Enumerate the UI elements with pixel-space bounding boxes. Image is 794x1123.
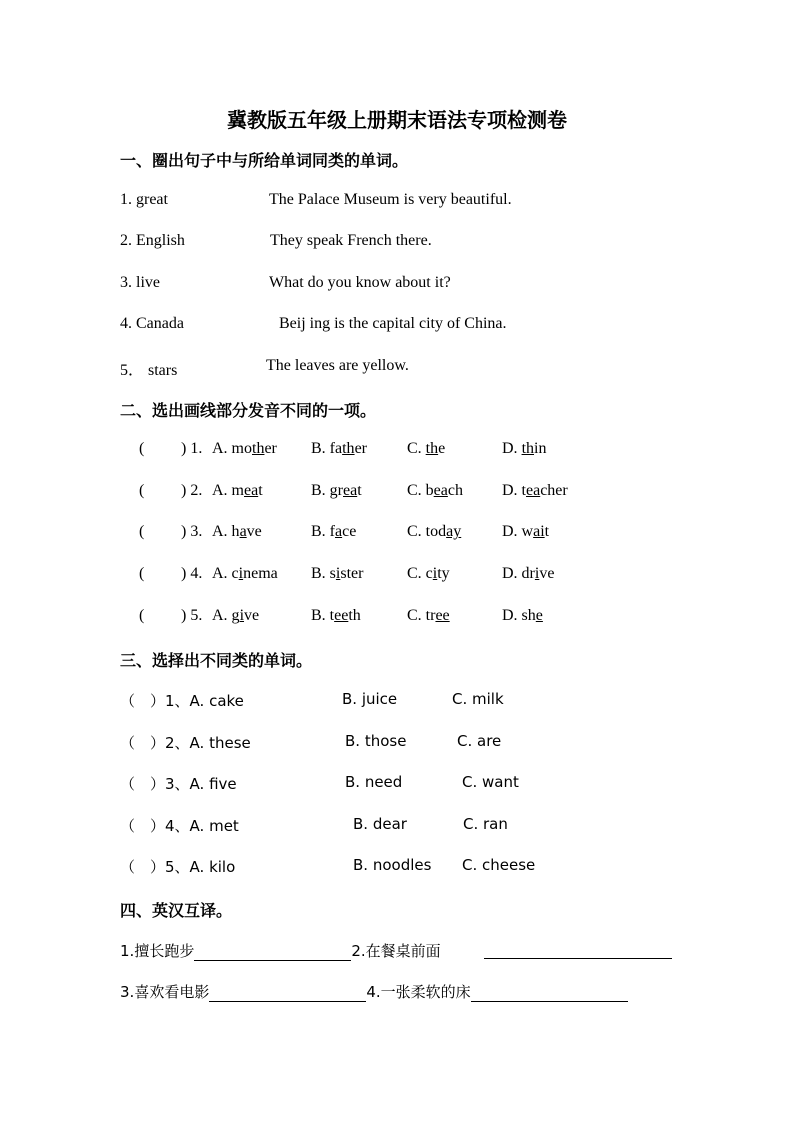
option-a: （ ）2、A. these <box>120 734 251 752</box>
page-title: 冀教版五年级上册期末语法专项检测卷 <box>227 108 567 132</box>
option-a: A. cinema <box>212 565 278 582</box>
question-number: ) 2. <box>181 482 203 499</box>
option-c: C. today <box>407 523 462 540</box>
underlined-letters: ee <box>435 607 450 624</box>
option-c: C. cheese <box>462 856 536 874</box>
option-a: A. meat <box>212 482 263 499</box>
option-b: B. those <box>345 732 407 750</box>
underlined-letters: i <box>335 565 341 582</box>
item-sentence: The Palace Museum is very beautiful. <box>269 191 512 208</box>
underlined-letters: ay <box>446 523 462 540</box>
option-d: D. drive <box>502 565 555 582</box>
question-number: ) 3. <box>181 523 203 540</box>
option-a: A. have <box>212 523 262 540</box>
underlined-letters: i <box>239 607 245 624</box>
option-d: D. wait <box>502 523 550 540</box>
option-c: C. want <box>462 773 519 791</box>
option-d: D. she <box>502 607 543 624</box>
item-sentence: What do you know about it? <box>269 274 451 291</box>
option-d: D. teacher <box>502 482 568 499</box>
answer-paren[interactable]: ( <box>139 523 145 540</box>
question-number: ) 5. <box>181 607 203 624</box>
underlined-letters: a <box>239 523 247 540</box>
translation-item: 1.擅长跑步 2.在餐桌前面 <box>120 942 441 960</box>
answer-blank[interactable] <box>471 983 628 1002</box>
answer-paren[interactable]: ( <box>139 440 145 457</box>
question-number: ) 4. <box>181 565 203 582</box>
option-a: （ ）5、A. kilo <box>120 858 236 876</box>
section3-heading: 三、选择出不同类的单词。 <box>120 651 313 670</box>
answer-paren[interactable]: ( <box>139 607 145 624</box>
item-word: 2. English <box>120 232 185 249</box>
underlined-letters: a <box>335 523 343 540</box>
option-a: （ ）4、A. met <box>120 817 239 835</box>
option-c: C. milk <box>452 690 504 708</box>
option-a: A. give <box>212 607 260 624</box>
underlined-letters: ea <box>343 482 358 499</box>
option-c: C. city <box>407 565 450 582</box>
option-b: B. dear <box>353 815 407 833</box>
option-b: B. juice <box>342 690 398 708</box>
section4-heading: 四、英汉互译。 <box>120 901 233 920</box>
underlined-letters: th <box>425 440 439 457</box>
answer-blank[interactable] <box>194 942 351 961</box>
answer-blank[interactable] <box>484 940 672 959</box>
item-word: 1. great <box>120 191 168 208</box>
option-d: D. thin <box>502 440 547 457</box>
option-a: （ ）3、A. five <box>120 775 237 793</box>
underlined-letters: th <box>342 440 355 457</box>
section2-heading: 二、选出画线部分发音不同的一项。 <box>120 401 377 420</box>
underlined-letters: i <box>534 565 540 582</box>
underlined-letters: ai <box>533 523 545 540</box>
underlined-letters: i <box>238 565 244 582</box>
item-word: 5． stars <box>120 362 178 379</box>
answer-blank-container[interactable] <box>484 940 672 959</box>
option-a: （ ）1、A. cake <box>120 692 244 710</box>
item-word: 4. Canada <box>120 315 184 332</box>
answer-paren[interactable]: ( <box>139 565 145 582</box>
option-b: B. teeth <box>311 607 361 624</box>
option-a: A. mother <box>212 440 277 457</box>
option-b: B. sister <box>311 565 364 582</box>
item-sentence: They speak French there. <box>270 232 432 249</box>
option-b: B. face <box>311 523 357 540</box>
item-sentence: The leaves are yellow. <box>266 357 409 374</box>
underlined-letters: e <box>535 607 543 624</box>
option-b: B. great <box>311 482 362 499</box>
option-b: B. father <box>311 440 367 457</box>
underlined-letters: ea <box>244 482 259 499</box>
option-b: B. noodles <box>353 856 432 874</box>
underlined-letters: ee <box>334 607 349 624</box>
item-word: 3. live <box>120 274 160 291</box>
option-c: C. tree <box>407 607 450 624</box>
underlined-letters: th <box>521 440 535 457</box>
underlined-letters: ea <box>433 482 448 499</box>
underlined-letters: i <box>432 565 438 582</box>
option-c: C. the <box>407 440 446 457</box>
item-sentence: Beij ing is the capital city of China. <box>279 315 507 332</box>
translation-item: 3.喜欢看电影 4.一张柔软的床 <box>120 981 628 1002</box>
section1-heading: 一、圈出句子中与所给单词同类的单词。 <box>120 151 409 170</box>
option-c: C. beach <box>407 482 463 499</box>
answer-paren[interactable]: ( <box>139 482 145 499</box>
option-b: B. need <box>345 773 403 791</box>
option-c: C. ran <box>463 815 508 833</box>
option-c: C. are <box>457 732 502 750</box>
underlined-letters: th <box>252 440 265 457</box>
underlined-letters: ea <box>526 482 541 499</box>
question-number: ) 1. <box>181 440 203 457</box>
answer-blank[interactable] <box>209 983 366 1002</box>
